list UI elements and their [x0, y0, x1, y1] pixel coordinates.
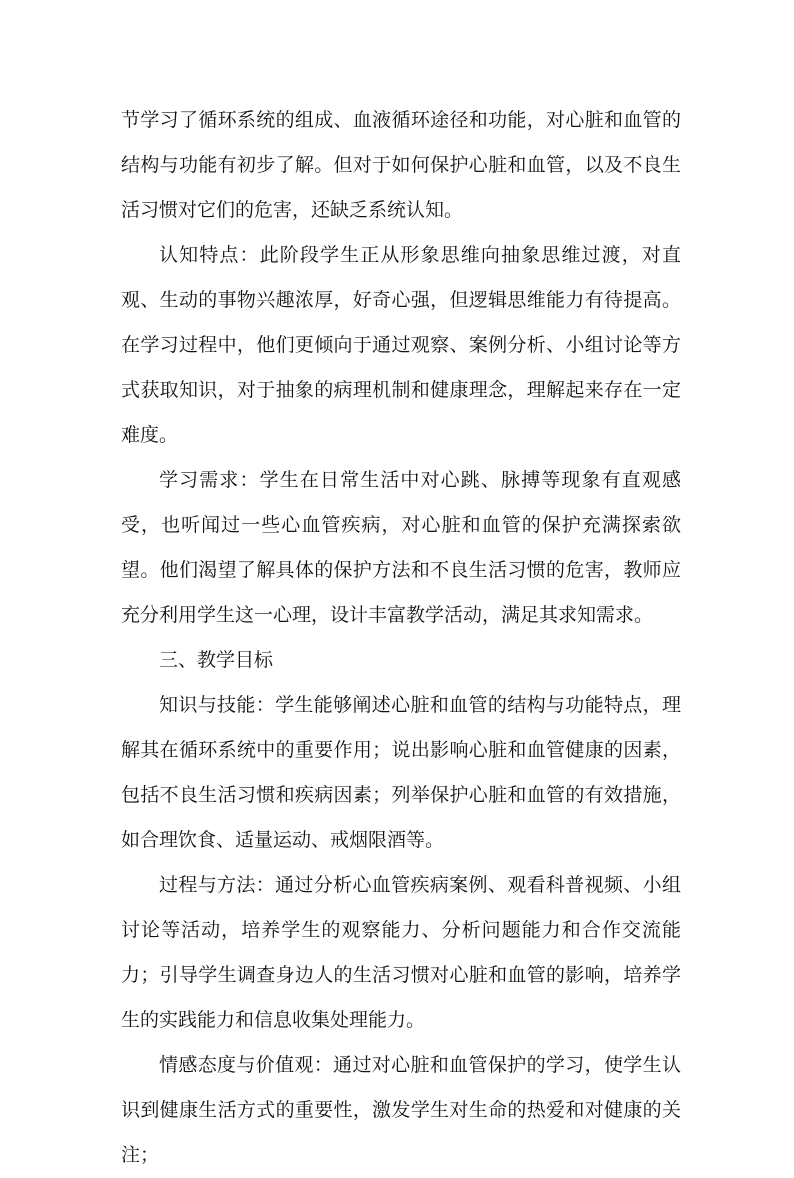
paragraph-learning-needs: 学习需求：学生在日常生活中对心跳、脉搏等现象有直观感受，也听闻过一些心血管疾病，对心脏和血管的保护充满探索欲望。他们渴望了解具体的保护方法和不良生活习惯的危害，教师应充分利用学生这一心理，设计丰富教学活动，满足其求知需求。 [121, 469, 681, 626]
paragraph-continuation: 节学习了循环系统的组成、血液循环途径和功能，对心脏和血管的结构与功能有初步了解。但对于如何保护心脏和血管，以及不良生活习惯对它们的危害，还缺乏系统认知。 [121, 109, 681, 221]
document-body [121, 98, 681, 1178]
paragraph-emotion-values: 情感态度与价值观：通过对心脏和血管保护的学习，使学生认识到健康生活方式的重要性，激发学生对生命的热爱和对健康的关注； [121, 1054, 681, 1166]
paragraph-knowledge-skills: 知识与技能：学生能够阐述心脏和血管的结构与功能特点，理解其在循环系统中的重要作用；说出影响心脏和血管健康的因素，包括不良生活习惯和疾病因素；列举保护心脏和血管的有效措施，如合理饮食、适量运动、戒烟限酒等。 [121, 694, 681, 851]
paragraph-process-methods: 过程与方法：通过分析心血管疾病案例、观看科普视频、小组讨论等活动，培养学生的观察能力、分析问题能力和合作交流能力；引导学生调查身边人的生活习惯对心脏和血管的影响，培养学生的实践能力和信息收集处理能力。 [121, 874, 681, 1031]
paragraph-cognitive-traits: 认知特点：此阶段学生正从形象思维向抽象思维过渡，对直观、生动的事物兴趣浓厚，好奇心强，但逻辑思维能力有待提高。在学习过程中，他们更倾向于通过观察、案例分析、小组讨论等方式获取知识，对于抽象的病理机制和健康理念，理解起来存在一定难度。 [121, 244, 681, 446]
section-heading-teaching-goals: 三、教学目标 [159, 649, 274, 671]
